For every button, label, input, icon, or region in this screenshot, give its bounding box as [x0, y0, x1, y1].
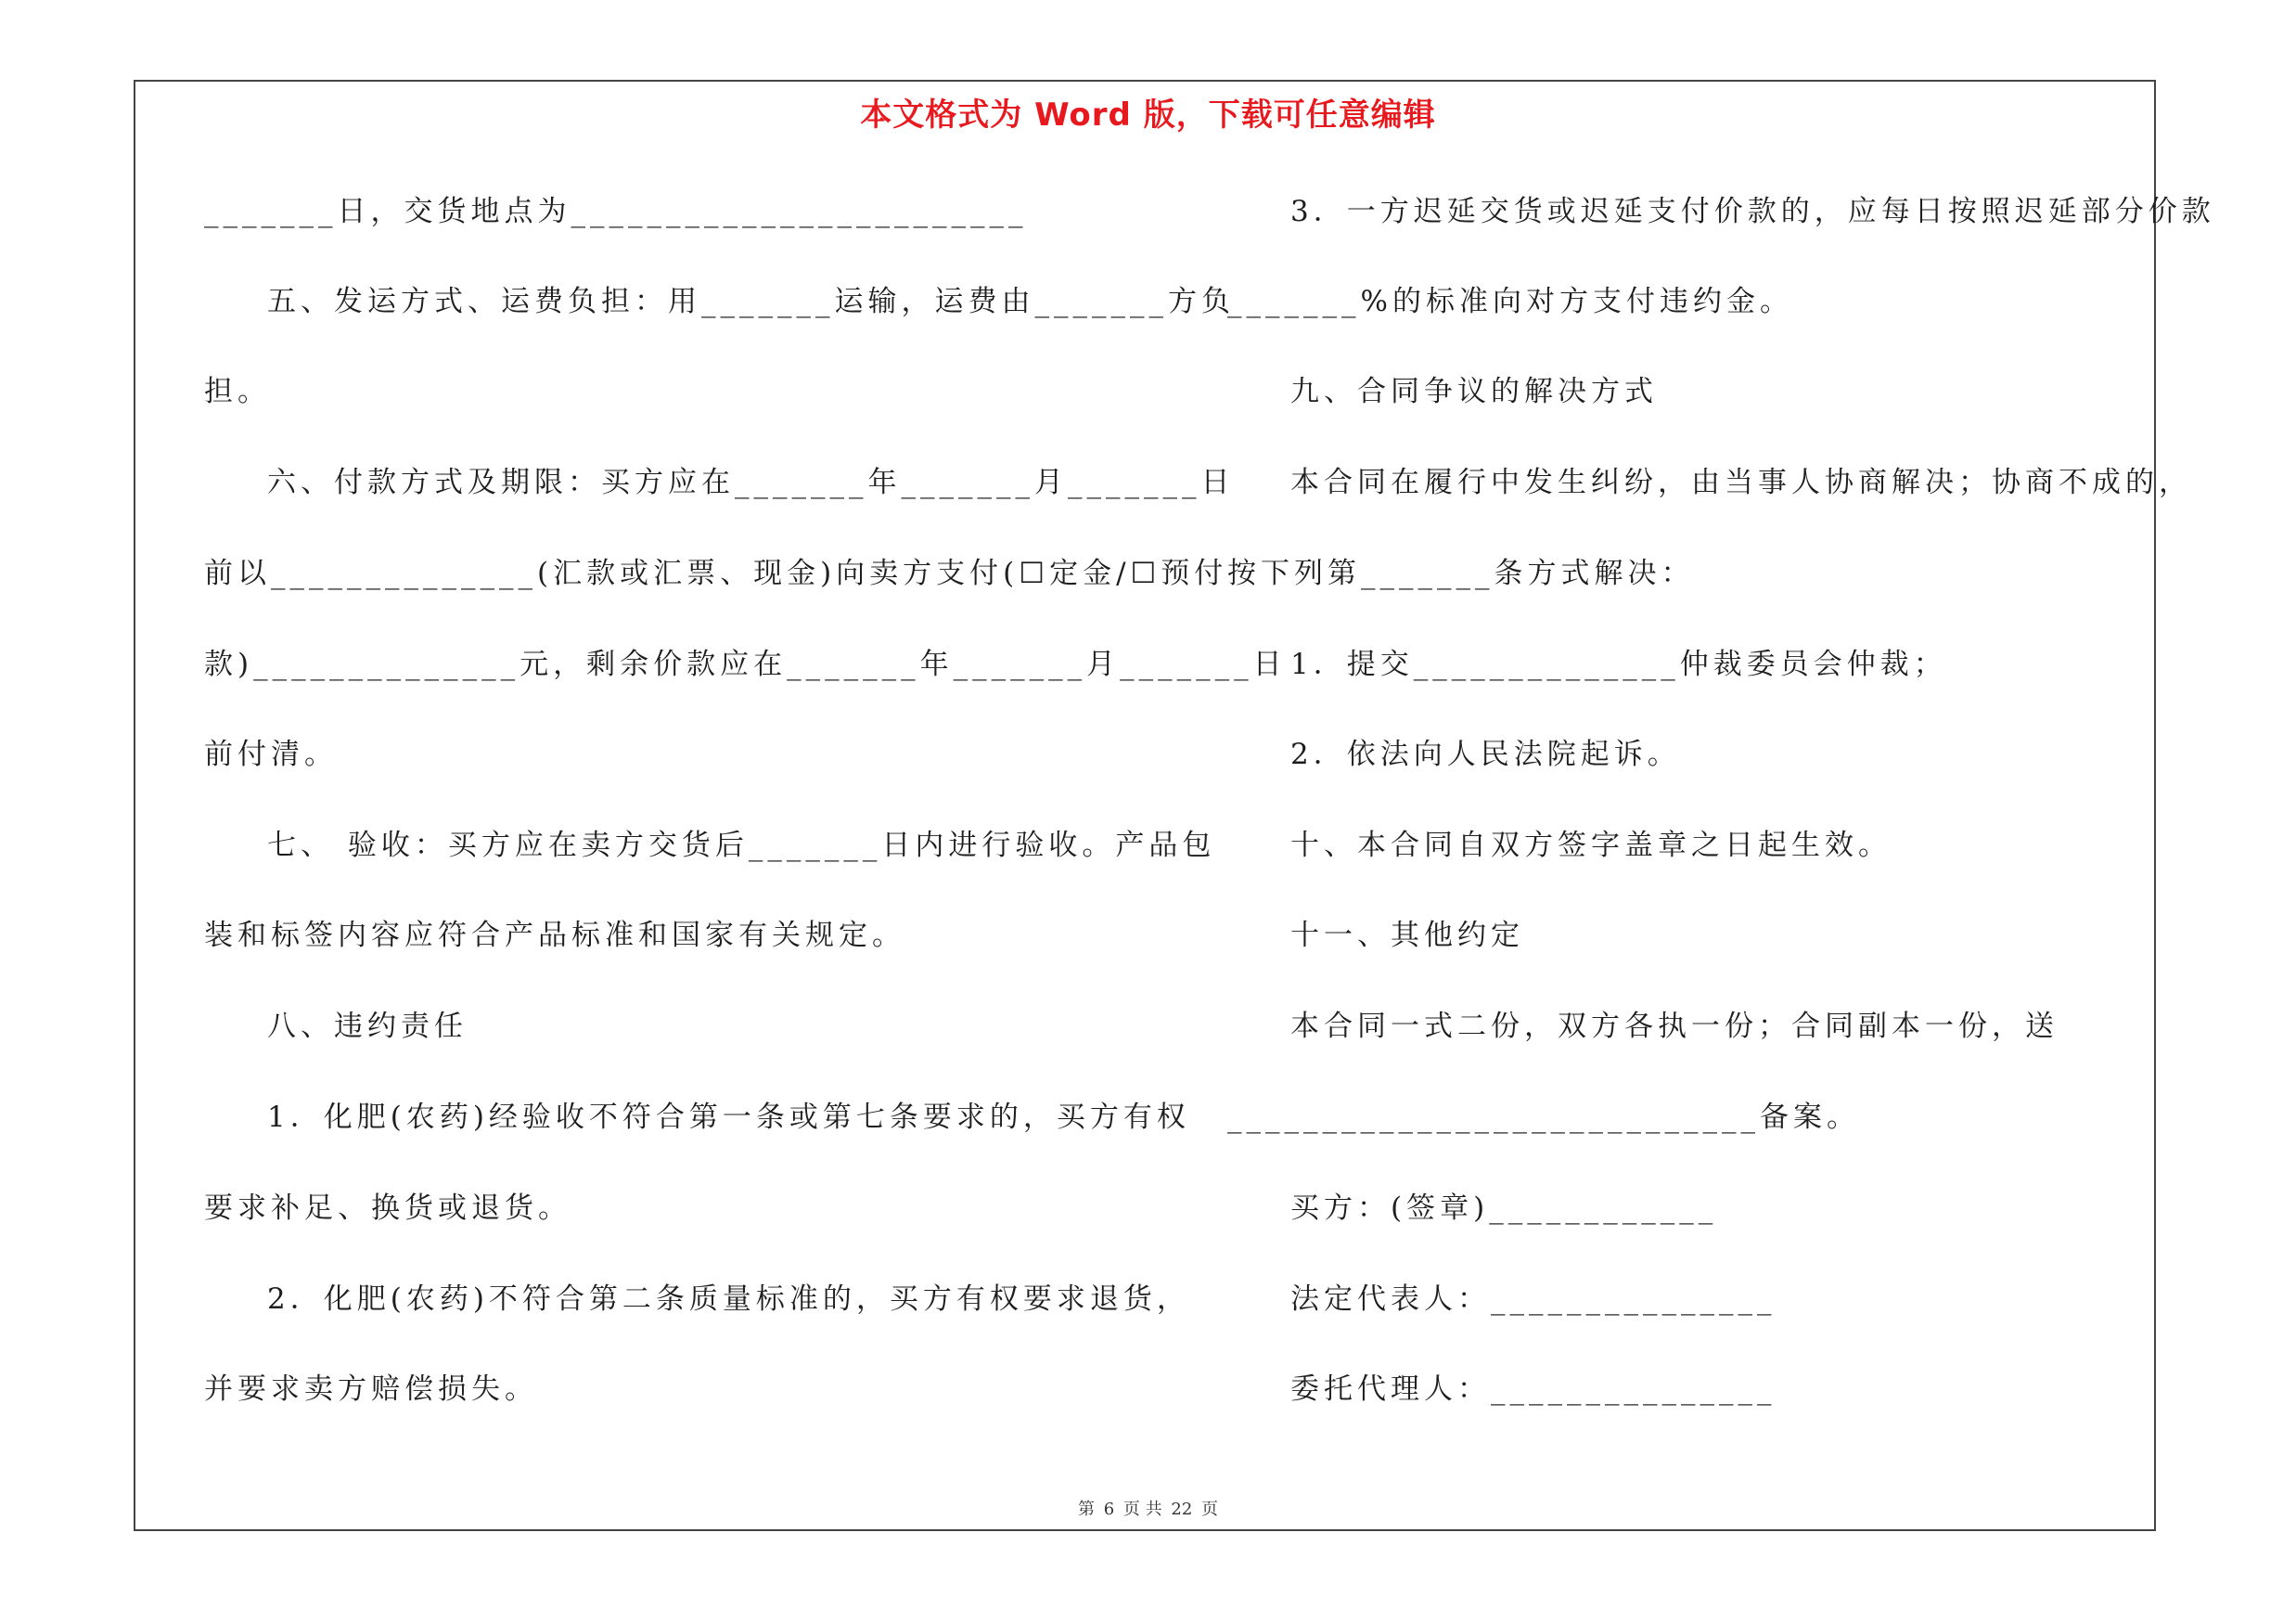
right-line-11: ____________________________备案。 [1227, 1101, 1860, 1134]
left-line-5: 前以______________(汇款或汇票、现金)向卖方支付(☐定金/☐预付 [204, 557, 1228, 590]
left-line-10: 八、违约责任 [267, 1010, 468, 1043]
right-line-1: 3．一方迟延交货或迟延支付价款的，应每日按照迟延部分价款 [1290, 195, 2215, 228]
right-line-6: 1．提交______________仲裁委员会仲裁； [1290, 648, 1947, 681]
left-line-4: 六、付款方式及期限：买方应在_______年_______月_______日 [267, 466, 1235, 499]
left-line-7: 前付清。 [204, 738, 338, 771]
footer-total-pages: 22 [1171, 1500, 1193, 1519]
right-line-4: 本合同在履行中发生纠纷，由当事人协商解决；协商不成的， [1290, 466, 2192, 499]
header-banner: 本文格式为 Word 版，下载可任意编辑 [860, 97, 1436, 134]
right-line-9: 十一、其他约定 [1290, 919, 1524, 952]
right-line-5: 按下列第_______条方式解决： [1227, 557, 1695, 590]
footer-prefix: 第 [1077, 1500, 1095, 1519]
footer-current-page: 6 [1103, 1500, 1115, 1519]
left-line-1: _______日，交货地点为________________________ [204, 195, 1028, 228]
left-line-14: 并要求卖方赔偿损失。 [204, 1372, 538, 1406]
right-line-13: 法定代表人：_______________ [1290, 1282, 1777, 1316]
footer-middle: 页 共 [1122, 1500, 1162, 1519]
left-line-9: 装和标签内容应符合产品标准和国家有关规定。 [204, 919, 905, 952]
right-line-3: 九、合同争议的解决方式 [1290, 375, 1658, 408]
right-line-8: 十、本合同自双方签字盖章之日起生效。 [1290, 829, 1892, 862]
left-line-12: 要求补足、换货或退货。 [204, 1191, 571, 1225]
left-line-13: 2．化肥(农药)不符合第二条质量标准的，买方有权要求退货， [267, 1282, 1190, 1316]
left-line-6: 款)______________元，剩余价款应在_______年_______月_______日 [204, 648, 1287, 681]
left-line-2: 五、发运方式、运费负担：用_______运输，运费由_______方负 [267, 285, 1235, 318]
right-line-10: 本合同一式二份，双方各执一份；合同副本一份，送 [1290, 1010, 2059, 1043]
left-line-3: 担。 [204, 375, 271, 408]
page-number-footer [0, 1496, 2296, 1520]
right-line-14: 委托代理人：_______________ [1290, 1372, 1777, 1406]
right-line-7: 2．依法向人民法院起诉。 [1290, 738, 1681, 771]
left-line-8: 七、 验收：买方应在卖方交货后_______日内进行验收。产品包 [267, 829, 1216, 862]
right-line-12: 买方：(签章)____________ [1290, 1191, 1718, 1225]
left-line-11: 1．化肥(农药)经验收不符合第一条或第七条要求的，买方有权 [267, 1101, 1190, 1134]
footer-suffix: 页 [1201, 1500, 1219, 1519]
right-line-2: _______%的标准向对方支付违约金。 [1227, 285, 1793, 318]
